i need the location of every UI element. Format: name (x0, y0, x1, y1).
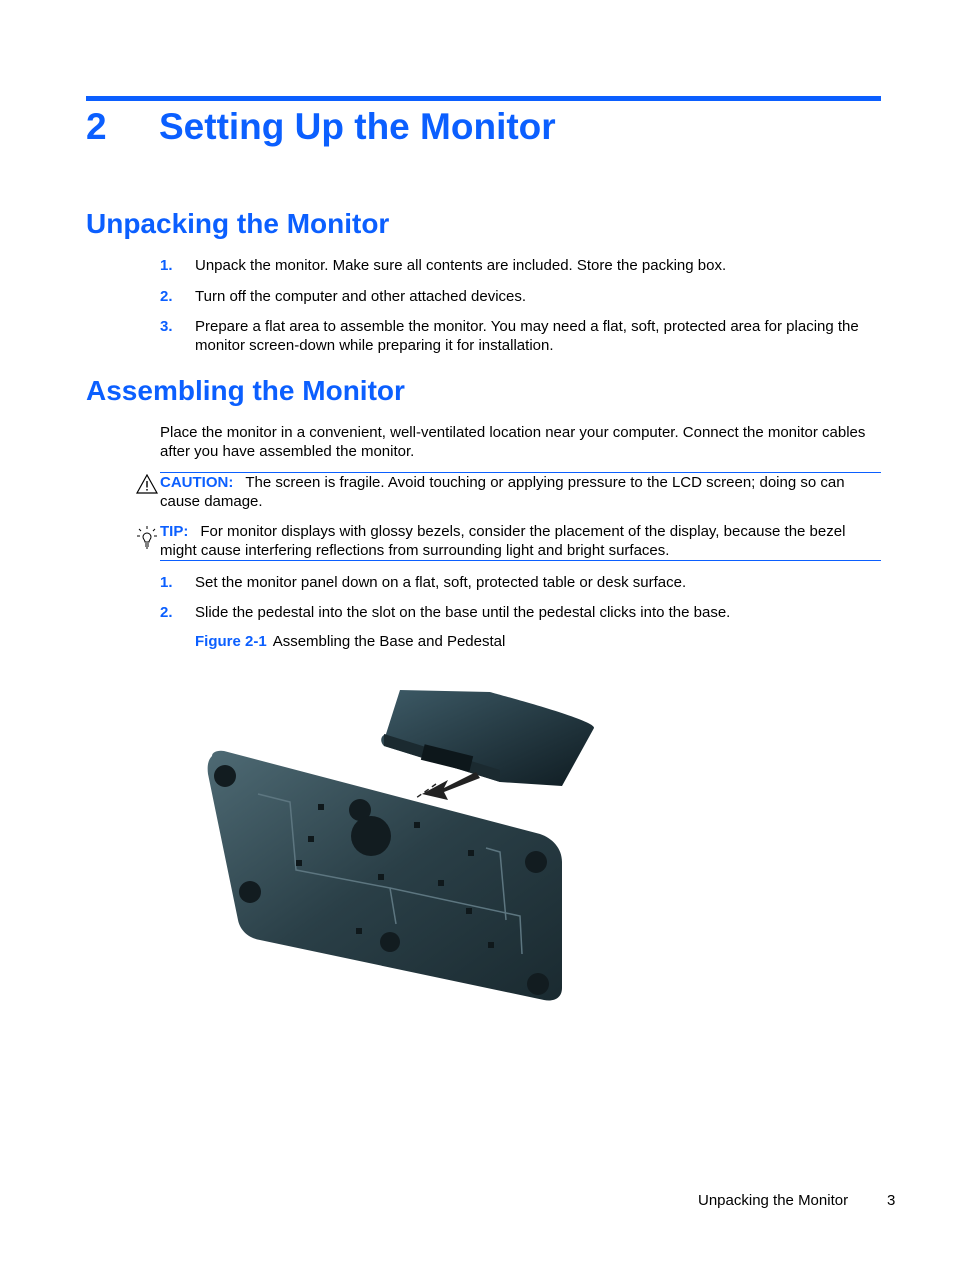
assemble-step-1: 1. Set the monitor panel down on a flat, soft, protected table or desk surface. (160, 574, 687, 591)
tip-label: TIP: (160, 523, 189, 540)
base-pedestal-illustration (200, 684, 600, 1004)
caution-label: CAUTION: (160, 474, 234, 491)
tip-note (160, 522, 881, 561)
assemble-step-2: 2. Slide the pedestal into the slot on the base until the pedestal clicks into the base. (160, 604, 731, 621)
unpack-step-1: 1. Unpack the monitor. Make sure all contents are included. Store the packing box. (160, 257, 727, 274)
footer-section: Unpacking the Monitor (698, 1192, 849, 1209)
figure-label: Figure 2-1 (195, 633, 267, 650)
slide-arrow (416, 772, 480, 800)
lightbulb-icon (136, 525, 158, 551)
base-shape (208, 751, 562, 1001)
footer-page-number: 3 (887, 1192, 896, 1209)
figure-caption-text: Assembling the Base and Pedestal (272, 633, 506, 650)
warning-triangle-icon (136, 474, 158, 494)
pedestal-shape (381, 690, 594, 786)
unpack-step-3: 3. Prepare a flat area to assemble the monitor. You may need a flat, soft, protected area for placing the monitor screen-down while preparing it for installation. (160, 318, 859, 354)
figure-caption (195, 633, 505, 650)
section-heading-unpacking: Unpacking the Monitor (86, 208, 390, 239)
chapter-title (86, 106, 556, 148)
caution-note (160, 472, 881, 511)
unpack-step-2: 2. Turn off the computer and other attached devices. (160, 288, 527, 305)
chapter-number: 2 (86, 106, 107, 147)
chapter-rule (86, 96, 881, 101)
section-heading-assembling: Assembling the Monitor (86, 375, 405, 406)
chapter-title-text: Setting Up the Monitor (159, 106, 556, 147)
tip-text: For monitor displays with glossy bezels, consider the placement of the display, because the bezel might cause interfering reflections from surrounding light and bright surfaces. (160, 523, 846, 559)
caution-text: The screen is fragile. Avoid touching or applying pressure to the LCD screen; doing so can cause damage. (160, 474, 845, 510)
assembling-intro: Place the monitor in a convenient, well-ventilated location near your computer. Connect the monitor cables after you have assembled the monitor. (160, 424, 866, 460)
